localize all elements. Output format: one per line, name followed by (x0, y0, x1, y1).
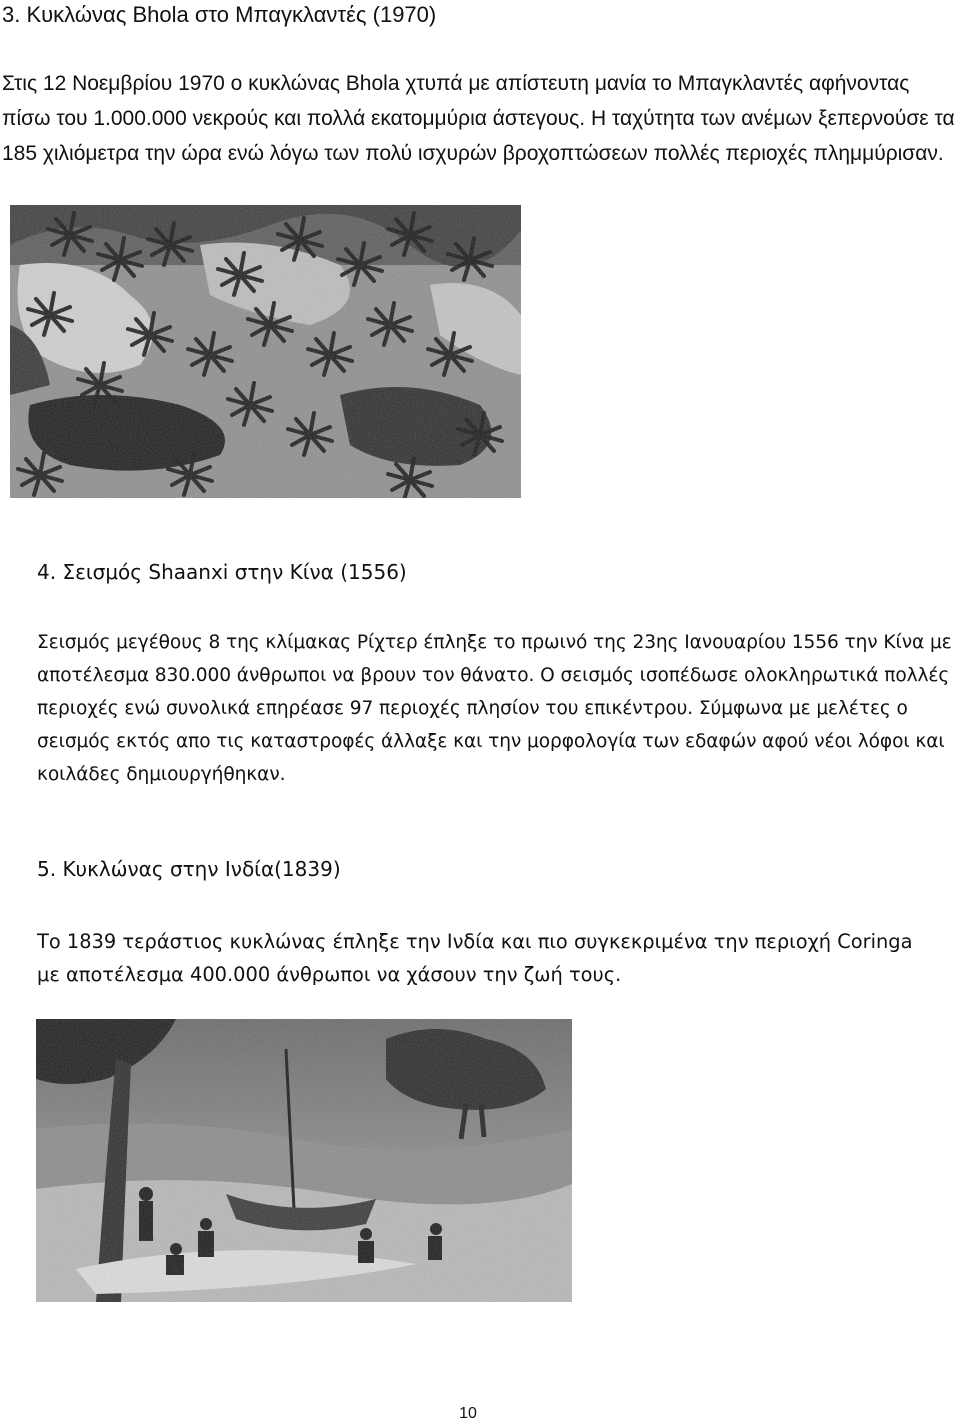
section-5-paragraph: Το 1839 τεράστιος κυκλώνας έπληξε την Ινδία και πιο συγκεκριμένα την περιοχή Coringa με αποτέλεσμα 400.000 άνθρωποι να χάσουν την ζωή τους. (37, 930, 913, 986)
section-4-paragraph: Σεισμός μεγέθους 8 της κλίμακας Ρίχτερ έπληξε το πρωινό της 23ης Ιανουαρίου 1556 την Κίνα με αποτέλεσμα 830.000 άνθρωποι να βρουν τον θάνατο. Ο σεισμός ισοπέδωσε ολοκληρωτικά πολλές περιοχές ενώ συνολικά επηρέασε 97 περιοχές πλησίον του επικέντρου. Σύμφωνα με μελέτες ο σεισμός εκτός απο τις καταστροφές άλλαξε και την μορφολογία των εδαφών αφού νέοι λόφοι και κοιλάδες δημιουργήθηκαν. (37, 632, 952, 785)
section-5-heading: 5. Κυκλώνας στην Ινδία(1839) (37, 857, 341, 881)
section-4-heading: 4. Σεισμός Shaanxi στην Κίνα (1556) (37, 560, 407, 584)
section-3-heading: 3. Κυκλώνας Bhola στο Μπαγκλαντές (1970) (2, 2, 437, 27)
flooded-palm-grove-photo (10, 205, 521, 498)
cyclone-engraving-illustration (36, 1019, 572, 1302)
section-3-paragraph: Στις 12 Νοεμβρίου 1970 ο κυκλώνας Bhola χτυπά με απίστευτη μανία το Μπαγκλαντές αφήνοντας πίσω του 1.000.000 νεκρούς και πολλά εκατομμύρια άστεγους. Η ταχύτητα των ανέμων ξεπερνούσε τα 185 χιλιόμετρα την ώρα ενώ λόγω των πολύ ισχυρών βροχοπτώσεων πολλές περιοχές πλημμύρισαν. (2, 72, 955, 165)
page-number: 10 (459, 1405, 477, 1422)
